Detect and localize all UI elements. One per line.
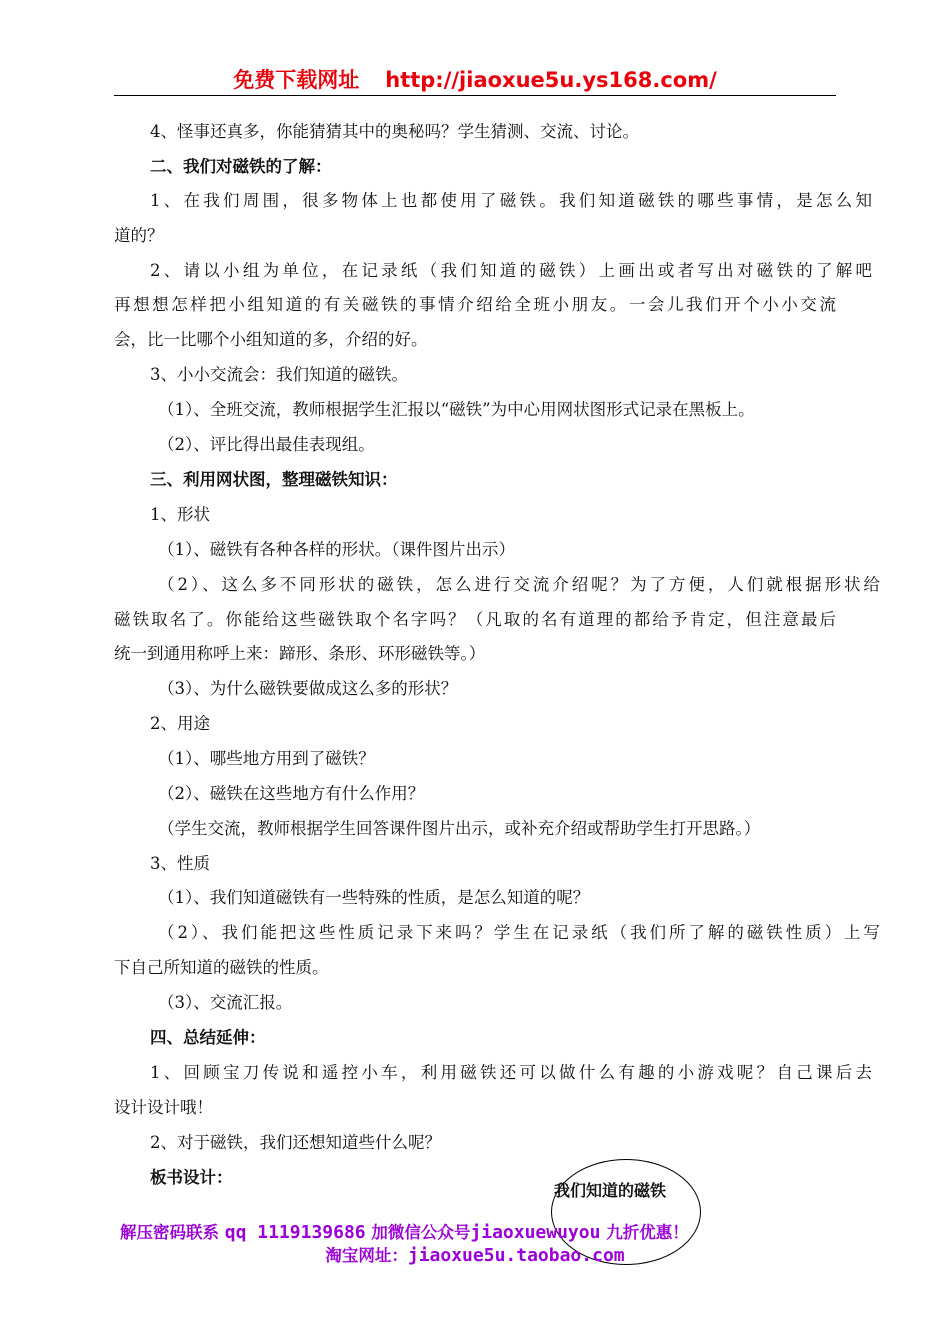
paragraph-line: （1）、我们知道磁铁有一些特殊的性质，是怎么知道的呢？ — [158, 888, 590, 907]
paragraph-line: （1）、哪些地方用到了磁铁？ — [158, 749, 375, 768]
paragraph-line: 道的？ — [114, 226, 164, 245]
footer-contact-line — [120, 1219, 689, 1243]
paragraph-line: （学生交流，教师根据学生回答课件图片出示，或补充介绍或帮助学生打开思路。） — [158, 819, 761, 838]
footer-qq: qq 1119139686 — [224, 1222, 366, 1243]
paragraph-line: （1）、磁铁有各种各样的形状。（课件图片出示） — [158, 540, 515, 559]
paragraph-line: 板书设计： — [150, 1168, 233, 1187]
header-divider — [114, 95, 836, 96]
paragraph-line: （2）、这么多不同形状的磁铁，怎么进行交流介绍呢？为了方便，人们就根据形状给 — [158, 575, 880, 594]
paragraph-line: 2、请以小组为单位，在记录纸（我们知道的磁铁）上画出或者写出对磁铁的了解吧 — [150, 261, 872, 280]
footer-taobao-label: 淘宝网址： — [325, 1246, 408, 1265]
footer-wechat-text: 加微信公众号 — [371, 1223, 471, 1242]
paragraph-line: （3）、交流汇报。 — [158, 993, 293, 1012]
paragraph-line: 2、用途 — [150, 714, 210, 733]
paragraph-line: （3）、为什么磁铁要做成这么多的形状？ — [158, 679, 458, 698]
footer-taobao-url[interactable]: jiaoxue5u.taobao.com — [407, 1245, 625, 1266]
paragraph-line: 1、形状 — [150, 505, 210, 524]
paragraph-line: 1、回顾宝刀传说和遥控小车，利用磁铁还可以做什么有趣的小游戏呢？自己课后去 — [150, 1063, 872, 1082]
page-header — [0, 64, 950, 94]
paragraph-line: 四、总结延伸： — [150, 1028, 266, 1047]
footer-discount: 九折优惠！ — [606, 1223, 689, 1242]
paragraph-line: （2）、我们能把这些性质记录下来吗？学生在记录纸（我们所了解的磁铁性质）上写 — [158, 923, 880, 942]
footer-taobao-line — [0, 1242, 950, 1266]
paragraph-line: （2）、评比得出最佳表现组。 — [158, 435, 375, 454]
paragraph-line: （1）、全班交流，教师根据学生汇报以“磁铁”为中心用网状图形式记录在黑板上。 — [158, 400, 755, 419]
paragraph-line: （2）、磁铁在这些地方有什么作用？ — [158, 784, 425, 803]
paragraph-line: 3、小小交流会：我们知道的磁铁。 — [150, 365, 408, 384]
paragraph-line: 统一到通用称呼上来：蹄形、条形、环形磁铁等。） — [114, 644, 486, 663]
paragraph-line: 磁铁取名了。你能给这些磁铁取个名字吗？（凡取的名有道理的都给予肯定，但注意最后 — [114, 610, 836, 629]
paragraph-line: 再想想怎样把小组知道的有关磁铁的事情介绍给全班小朋友。一会儿我们开个小小交流 — [114, 295, 836, 314]
header-label: 免费下载网址 — [233, 68, 360, 92]
header-url-link[interactable]: http://jiaoxue5u.ys168.com/ — [385, 68, 717, 92]
paragraph-line: 设计设计哦！ — [114, 1098, 213, 1117]
paragraph-line: 三、利用网状图，整理磁铁知识： — [150, 470, 398, 489]
paragraph-line: 3、性质 — [150, 854, 210, 873]
paragraph-line: 4、怪事还真多，你能猜猜其中的奥秘吗？学生猜测、交流、讨论。 — [150, 122, 639, 141]
paragraph-line: 会，比一比哪个小组知道的多，介绍的好。 — [114, 330, 428, 349]
paragraph-line: 1、在我们周围，很多物体上也都使用了磁铁。我们知道磁铁的哪些事情，是怎么知 — [150, 191, 872, 210]
board-design-label: 我们知道的磁铁 — [554, 1181, 667, 1200]
paragraph-line: 下自己所知道的磁铁的性质。 — [114, 958, 329, 977]
footer-password-text: 解压密码联系 — [120, 1223, 219, 1242]
paragraph-line: 二、我们对磁铁的了解： — [150, 157, 332, 176]
footer-wechat-id: jiaoxuewuyou — [470, 1222, 601, 1243]
paragraph-line: 2、对于磁铁，我们还想知道些什么呢？ — [150, 1133, 441, 1152]
